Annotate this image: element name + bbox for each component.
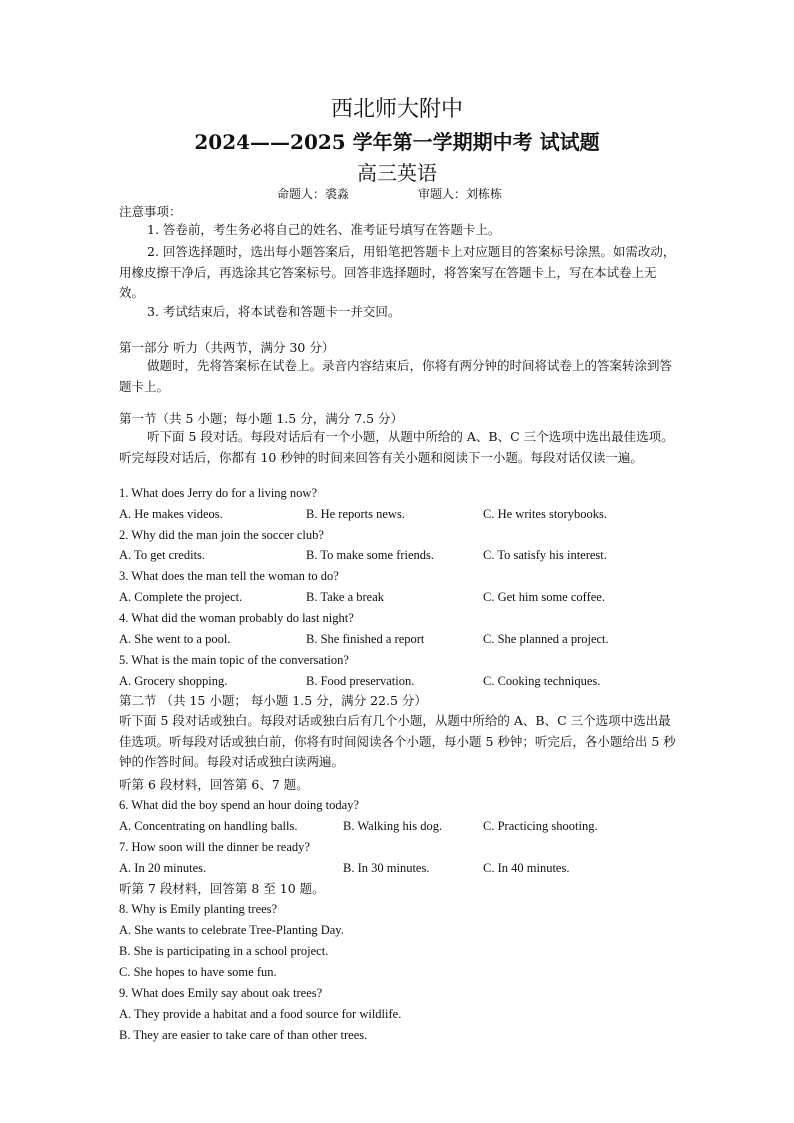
question-1: 1. What does Jerry do for a living now? (119, 486, 317, 500)
reviewer: 审题人：刘栋栋 (418, 187, 503, 201)
option-b: B. In 30 minutes. (343, 861, 430, 875)
part1-intro: 做题时，先将答案标在试卷上。录音内容结束后，你将有两分钟的时间将试卷上的答案转涂到答题卡上。 (119, 358, 673, 394)
question-5: 5. What is the main topic of the conversation? (119, 653, 349, 667)
section2-heading: 第二节 （共 15 小题； 每小题 1.5 分，满分 22.5 分） (119, 693, 427, 708)
option-b: B. To make some friends. (306, 548, 435, 562)
option-b: B. She is participating in a school project. (119, 944, 329, 958)
option-b: B. Take a break (306, 590, 385, 604)
option-b: B. Walking his dog. (343, 819, 443, 833)
question-3: 3. What does the man tell the woman to do? (119, 569, 339, 583)
option-c: C. She hopes to have some fun. (119, 965, 277, 979)
notes-heading: 注意事项： (119, 204, 182, 219)
option-a: A. Complete the project. (119, 590, 243, 604)
note-item-2: 2. 回答选择题时，选出每小题答案后，用铅笔把答题卡上对应题目的答案标号涂黑。如需改动，用橡皮擦干净后，再选涂其它答案标号。回答非选择题时，将答案写在答题卡上，写在本试卷上无效。 (119, 244, 676, 300)
option-b: B. He reports news. (306, 507, 405, 521)
section1-intro: 听下面 5 段对话。每段对话后有一个小题，从题中所给的 A、B、C 三个选项中选出最佳选项。听完每段对话后，你都有 10 秒钟的时间来回答有关小题和阅读下一小题。每段对话仅读一遍。 (119, 429, 674, 465)
exam-title: 2024——2025 学年第一学期期中考 试试题 (194, 130, 600, 154)
option-a: A. In 20 minutes. (119, 861, 207, 875)
part1-heading: 第一部分 听力（共两节，满分 30 分） (119, 340, 335, 355)
option-a: A. She wants to celebrate Tree-Planting Day. (119, 923, 344, 937)
option-a: A. They provide a habitat and a food source for wildlife. (119, 1007, 402, 1021)
question-8: 8. Why is Emily planting trees? (119, 902, 278, 916)
question-2: 2. Why did the man join the soccer club? (119, 528, 324, 542)
option-c: C. Practicing shooting. (483, 819, 598, 833)
note-item-1: 1. 答卷前，考生务必将自己的姓名、准考证号填写在答题卡上。 (147, 222, 501, 237)
option-c: C. In 40 minutes. (483, 861, 570, 875)
subject-title: 高三英语 (357, 161, 437, 185)
school-name: 西北师大附中 (330, 97, 463, 122)
setter: 命题人：裘淼 (277, 187, 350, 201)
option-c: C. Get him some coffee. (483, 590, 605, 604)
section1-heading: 第一节（共 5 小题；每小题 1.5 分，满分 7.5 分） (119, 411, 404, 426)
material-7-instruction: 听第 7 段材料，回答第 8 至 10 题。 (119, 881, 325, 896)
option-a: A. To get credits. (119, 548, 206, 562)
option-a: A. She went to a pool. (119, 632, 231, 646)
option-c: C. Cooking techniques. (483, 674, 601, 688)
option-a: A. He makes videos. (119, 507, 223, 521)
option-a: A. Concentrating on handling balls. (119, 819, 298, 833)
section2-intro: 听下面 5 段对话或独白。每段对话或独白后有几个小题，从题中所给的 A、B、C 三个选项中选出最佳选项。听每段对话或独白前，你将有时间阅读各个小题，每小题 5 秒钟；听完后，各小题给出 5 秒钟的作答时间。每段对话或独白读两遍。 (119, 713, 676, 769)
option-a: A. Grocery shopping. (119, 674, 228, 688)
question-4: 4. What did the woman probably do last night? (119, 611, 354, 625)
option-b: B. She finished a report (306, 632, 425, 646)
note-item-3: 3. 考试结束后，将本试卷和答题卡一并交回。 (147, 304, 401, 319)
option-c: C. To satisfy his interest. (483, 548, 607, 562)
option-b: B. Food preservation. (306, 674, 415, 688)
question-9: 9. What does Emily say about oak trees? (119, 986, 323, 1000)
option-c: C. She planned a project. (483, 632, 609, 646)
question-6: 6. What did the boy spend an hour doing today? (119, 798, 360, 812)
material-6-instruction: 听第 6 段材料，回答第 6、7 题。 (119, 777, 309, 792)
question-7: 7. How soon will the dinner be ready? (119, 840, 310, 854)
option-b: B. They are easier to take care of than other trees. (119, 1028, 368, 1042)
option-c: C. He writes storybooks. (483, 507, 607, 521)
